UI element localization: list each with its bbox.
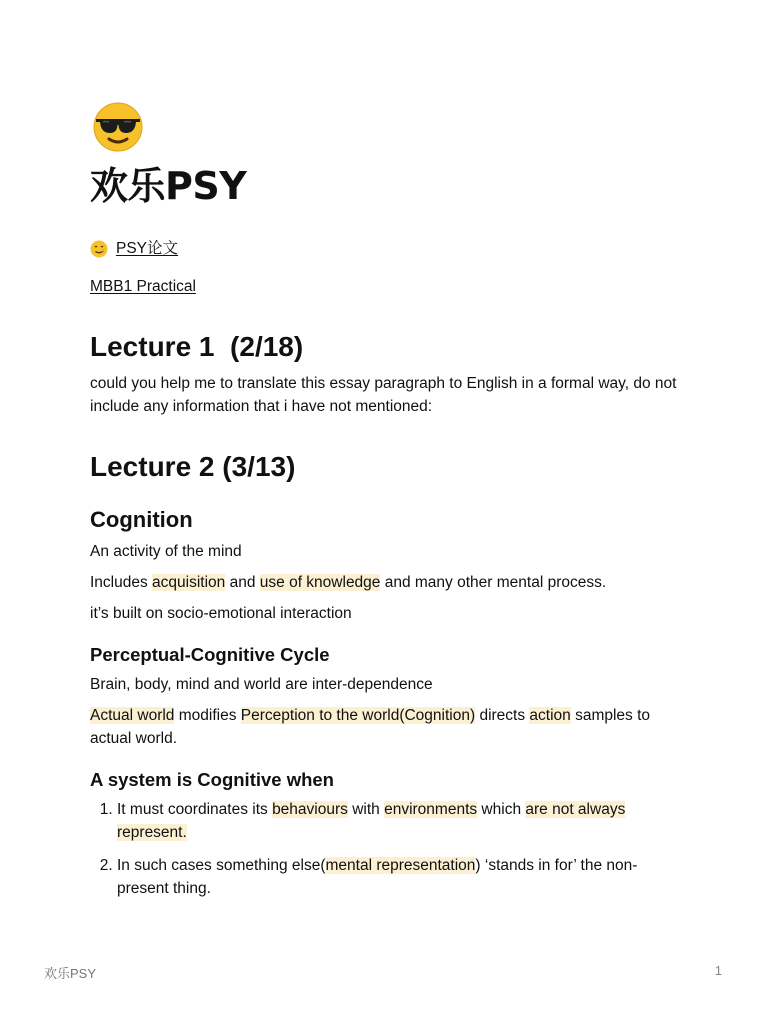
pcc-interdependence: Brain, body, mind and world are inter-dependence: [90, 676, 433, 693]
perceptual-cognitive-cycle-heading: Perceptual-Cognitive Cycle: [90, 644, 330, 665]
cognitive-system-list: [90, 798, 680, 900]
lecture1-text: could you help me to translate this essay paragraph to English in a formal way, do not include any information that i have not mentioned:: [90, 375, 677, 415]
footer-page-number: 1: [714, 963, 722, 978]
document-page: [90, 100, 680, 910]
sunglasses-face-icon: [90, 100, 146, 152]
highlight-behaviours: behaviours: [272, 801, 348, 818]
page-title: 欢乐PSY: [90, 164, 247, 208]
link-psy-paper-row[interactable]: [90, 238, 680, 260]
highlight-action: action: [529, 707, 571, 724]
list-item: 1. It must coordinates its behaviours with environments which are not always represent.: [117, 798, 680, 844]
highlight-use-of-knowledge: use of knowledge: [259, 574, 381, 591]
cognition-socio-emotional: it’s built on socio-emotional interaction: [90, 605, 352, 622]
cognition-includes: Includes acquisition and use of knowledge and many other mental process.: [90, 574, 607, 591]
lecture2-heading: Lecture 2 (3/13): [90, 451, 296, 482]
mbb1-practical-link[interactable]: MBB1 Practical: [90, 278, 196, 295]
highlight-actual-world: Actual world: [90, 707, 175, 724]
smiling-face-with-tear-icon: [90, 240, 108, 258]
cognition-definition: An activity of the mind: [90, 543, 242, 560]
highlight-perception: Perception to the world(Cognition): [240, 707, 476, 724]
footer-doc-title: 欢乐PSY: [44, 966, 97, 981]
highlight-environments: environments: [384, 801, 478, 818]
pcc-cycle-description: Actual world modifies Perception to the world(Cognition) directs action samples to actual world.: [90, 707, 651, 747]
psy-paper-link[interactable]: PSY论文: [116, 240, 179, 257]
cognition-heading: Cognition: [90, 507, 193, 532]
cognitive-system-heading: A system is Cognitive when: [90, 769, 334, 790]
highlight-acquisition: acquisition: [152, 574, 226, 591]
lecture1-heading: Lecture 1 (2/18): [90, 331, 304, 362]
list-item: 2. In such cases something else(mental representation) ‘stands in for’ the non-present thing.: [117, 854, 680, 900]
highlight-not-always-represent: are not always represent.: [117, 801, 626, 841]
highlight-mental-representation: mental representation: [325, 857, 476, 874]
